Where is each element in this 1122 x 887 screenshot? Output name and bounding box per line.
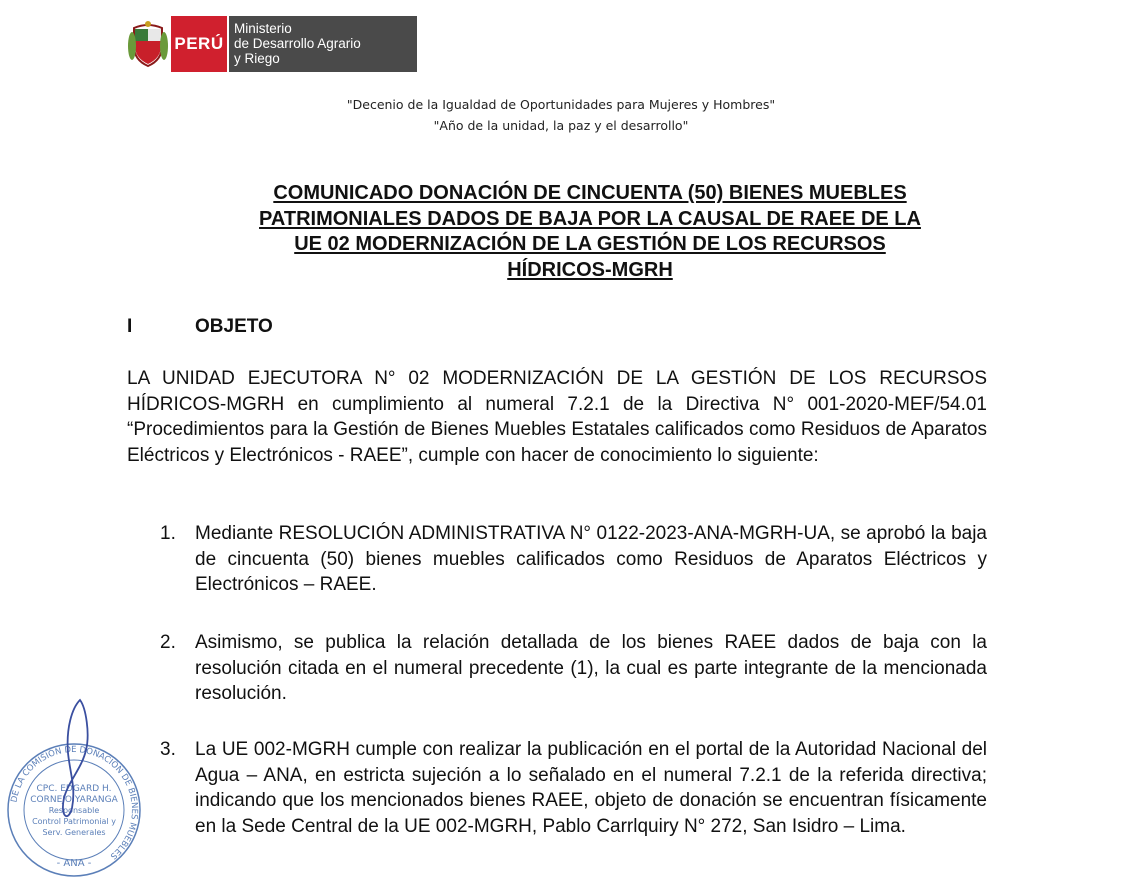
motto-year: "Año de la unidad, la paz y el desarrollo" [433, 118, 689, 133]
coat-of-arms-icon [125, 16, 171, 72]
stamp-line: CPC. EDGARD H. [36, 784, 112, 794]
ministry-line: y Riego [234, 51, 280, 66]
item-text: La UE 002-MGRH cumple con realizar la publicación en el portal de la Autoridad Nacional del Agua – ANA, en estricta sujeción a lo señalado en el numeral 7.2.1 de la referida directiva; indicando que los mencionados bienes RAEE, objeto de donación se encuentran físicamente en la Sede Central de la UE 002-MGRH, Pablo Carrlquiry N° 272, San Isidro – Lima. [195, 739, 987, 837]
stamp-line: Responsable [48, 806, 100, 815]
item-text: Mediante RESOLUCIÓN ADMINISTRATIVA N° 0122-2023-ANA-MGRH-UA, se aprobó la baja de cincuenta (50) bienes muebles calificados como Residuos de Aparatos Eléctricos y Electrónicos – RAEE. [195, 523, 987, 595]
ministry-name [229, 16, 417, 72]
list-item [160, 630, 987, 707]
title-line: PATRIMONIALES DADOS DE BAJA POR LA CAUSAL DE RAEE DE LA [259, 207, 921, 230]
section-heading: OBJETO [195, 316, 273, 337]
item-number: 1. [160, 523, 176, 544]
stamp-bottom: - ANA - [56, 858, 92, 869]
title-line: COMUNICADO DONACIÓN DE CINCUENTA (50) BIENES MUEBLES [273, 182, 907, 204]
ministry-line: de Desarrollo Agrario [234, 36, 361, 51]
stamp-line: CORNEJO YARANGA [30, 795, 118, 805]
country-label: PERÚ [171, 16, 229, 72]
stamp-line: Serv. Generales [42, 828, 106, 837]
stamp-line: Control Patrimonial y [32, 817, 116, 826]
motto-decade: "Decenio de la Igualdad de Oportunidades para Mujeres y Hombres" [346, 97, 776, 112]
item-number: 2. [160, 632, 176, 653]
stamp-ring-text: DE LA COMISIÓN DE DONACIÓN DE BIENES MUEBLES [9, 744, 140, 861]
item-number: 3. [160, 739, 176, 760]
title-line: HÍDRICOS-MGRH [507, 258, 673, 281]
official-stamp [2, 698, 147, 878]
title-line: UE 02 MODERNIZACIÓN DE LA GESTIÓN DE LOS RECURSOS [294, 233, 886, 255]
ministry-logo [125, 16, 421, 72]
document-title [200, 181, 980, 283]
ministry-line: Ministerio [234, 21, 292, 36]
item-text: Asimismo, se publica la relación detallada de los bienes RAEE dados de baja con la resolución citada en el numeral precedente (1), la cual es parte integrante de la mencionada resolución. [195, 632, 987, 704]
intro-paragraph: LA UNIDAD EJECUTORA N° 02 MODERNIZACIÓN DE LA GESTIÓN DE LOS RECURSOS HÍDRICOS-MGRH en cumplimiento al numeral 7.2.1 de la Directiva N° 001-2020-MEF/54.01 “Procedimientos para la Gestión de Bienes Muebles Estatales calificados como Residuos de Aparatos Eléctricos y Electrónicos - RAEE”, cumple con hacer de conocimiento lo siguiente: [127, 368, 987, 466]
list-item [160, 737, 987, 839]
list-item [160, 521, 987, 598]
section-number: I [127, 316, 133, 337]
